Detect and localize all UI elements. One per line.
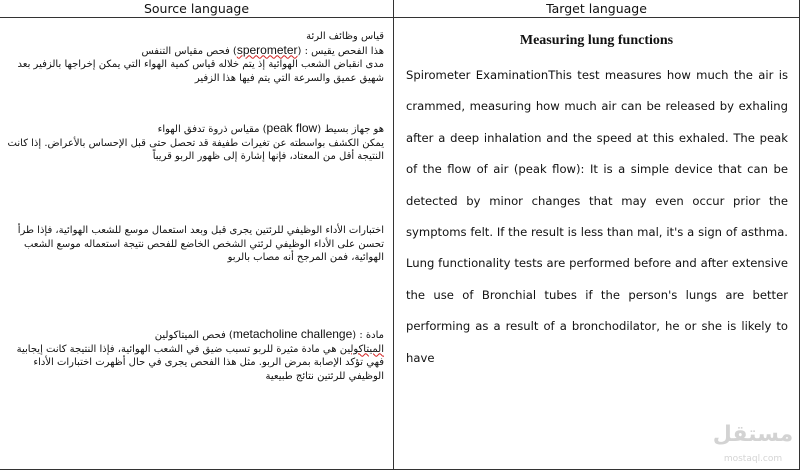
watermark-logo: مستقل [712,422,794,447]
column-divider [393,0,394,470]
term-metacholine: metacholine challenge [232,327,353,341]
term-peak-flow: peak flow [266,121,318,135]
source-block-lung-tests [4,224,384,265]
watermark-site: mostaql.com [723,454,783,464]
source-line-metacholine: مادة : (metacholine challenge) فحص الميتاكولين [154,327,384,341]
source-paragraph-spirometer: مدى انقباض الشعب الهوائية إذ يتم خلاله قياس كمية الهواء التي يمكن إخراجها بالزفير بعد شهيق عميق والسرعة التي يتم فيها هذا الزفير [17,59,384,84]
target-title: Measuring lung functions [519,33,674,48]
source-line-peak-flow: هو جهاز بسيط (peak flow) مقياس ذروة تدفق الهواء [157,121,384,135]
source-block-lung-functions [4,30,384,85]
target-paragraph: Spirometer ExaminationThis test measures how much the air is crammed, measuring how much air can be released by exhaling after a deep inhalation and the speed at this exhaled. The peak of the flow of air (peak flow): It is a simple device that can be detected by minor changes that may even occur prior the symptoms felt. If the result is less than mal, it's a sign of asthma. Lung functionality tests are performed before and after extensive the use of Bronchial tubes if the person's lungs are better performing as a result of a bronchodilator, he or she is likely to have [406,68,788,365]
source-line-spirometer: هذا الفحص يقيس : (sperometer) فحص مقياس التنفس [141,42,384,57]
target-language-header: Target language [394,0,799,18]
term-spirometer: sperometer [236,42,298,57]
source-block-peak-flow [4,122,384,164]
source-block-metacholine [4,328,384,383]
source-paragraph-metacholine: الميتاكولين هي مادة مثيرة للربو تسبب ضيق في الشعب الهوائية، فإذا النتيجة كانت إيجابية فهي تؤكد الإصابة بمرض الربو. مثل هذا الفحص يجرى في حال أظهرت اختبارات الأداء الوظيفي للرئتين نتائج طبيعية [16,343,384,382]
source-paragraph-lung-tests: اختبارات الأداء الوظيفي للرئتين يجرى قبل وبعد استعمال موسع للشعب الهوائية، فإذا طرأ تحسن على الأداء الوظيفي لرئتي الشخص الخاضع للفحص نتيجة استعماله موسع الشعب الهوائية، فمن المرجح أنه مصاب بالربو [17,225,384,263]
source-paragraph-peak-flow: يمكن الكشف بواسطته عن تغيرات طفيفة قد تحصل حتى قبل الإحساس بالأعراض. إذا كانت النتيجة أقل من المعتاد، فإنها إشارة إلى ظهور الربو قريباً [7,137,384,162]
source-heading: قياس وظائف الرئة [306,31,384,42]
source-language-header: Source language [0,0,393,18]
